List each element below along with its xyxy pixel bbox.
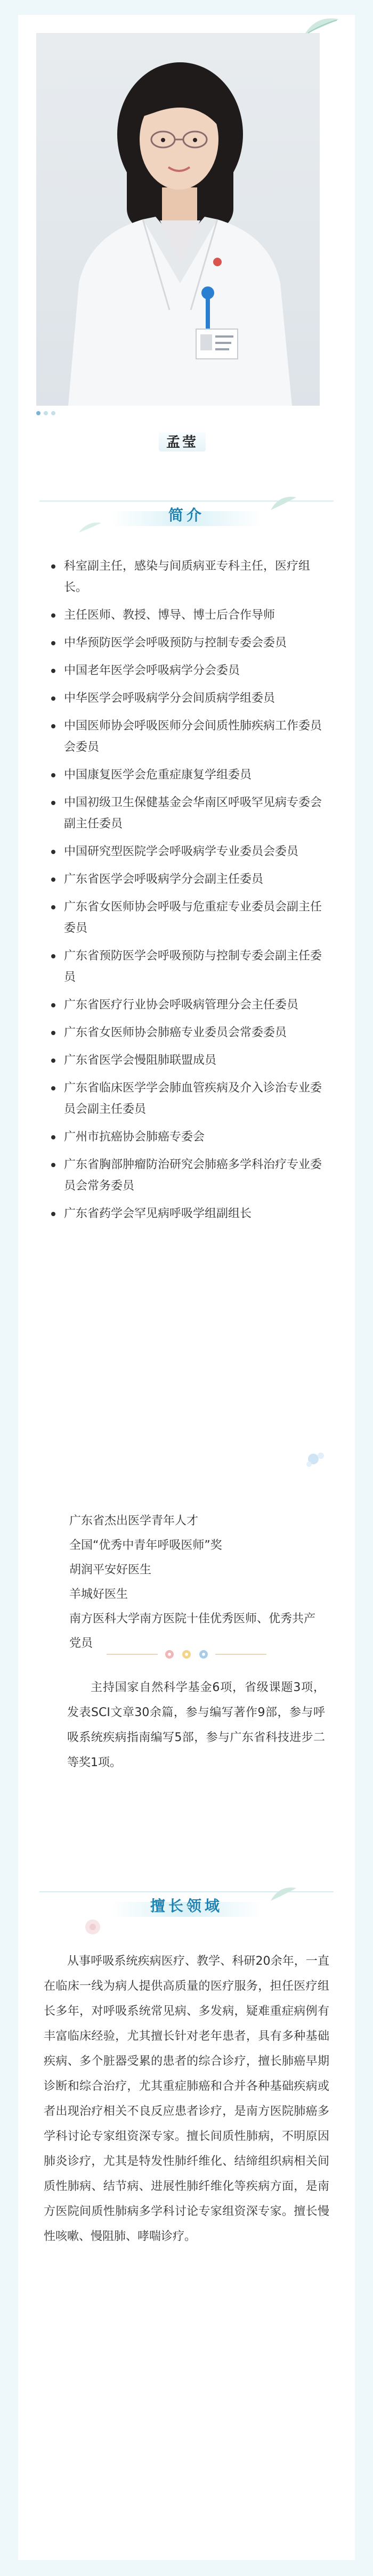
intro-list [49, 556, 326, 1231]
intro-item: 广东省药学会罕见病呼吸学组副组长 [49, 1203, 326, 1225]
flower-decoration-icon [297, 1448, 335, 1470]
section-title-text: 简介 [168, 506, 205, 524]
doctor-name-block [151, 432, 213, 457]
honor-item: 广东省杰出医学青年人才 [69, 1514, 199, 1528]
intro-item: 广东省预防医学会呼吸预防与控制专委会副主任委员 [49, 946, 326, 988]
honor-item: 胡润平安好医生 [69, 1563, 152, 1577]
flower-decoration-icon [77, 1914, 109, 1940]
three-flowers-icon [162, 1647, 211, 1661]
doctor-name: 孟莹 [166, 434, 198, 450]
portrait-illustration [36, 33, 320, 406]
section-title-intro [112, 501, 261, 526]
intro-item: 广东省医学会呼吸病学分会副主任委员 [49, 869, 326, 890]
intro-item: 广东省女医师协会呼吸与危重症专业委员会副主任委员 [49, 897, 326, 939]
intro-item: 广东省医疗行业协会呼吸病管理分会主任委员 [49, 995, 326, 1016]
expertise-paragraph: 从事呼吸系统疾病医疗、教学、科研20余年，一直在临床一线为病人提供高质量的医疗服务，担任医疗组长多年，对呼吸系统常见病、多发病，疑难重症病例有丰富临床经验，尤其擅长针对老年患者，具有多种基础疾病、多个脏器受累的患者的综合诊疗，擅长肺癌早期诊断和综合治疗，尤其重症肺癌和合并各种基础疾病或者出现治疗相关不良反应患者诊疗，是南方医院肺癌多学科讨论专家组资深专家。擅长间质性肺病，不明原因肺炎诊疗，尤其是特发性肺纤维化、结缔组织病相关间质性肺病、结节病、进展性肺纤维化等疾病方面，是南方医院间质性肺病多学科讨论专家组资深专家。擅长慢性咳嗽、慢阻肺、哮喘诊疗。 [44, 1955, 329, 2243]
doctor-portrait-photo [36, 33, 320, 406]
carousel-dot [44, 411, 48, 415]
intro-item: 中国康复医学会危重症康复学组委员 [49, 765, 326, 786]
leaf-decoration-icon [77, 520, 103, 536]
intro-item: 中国研究型医院学会呼吸病学专业委员会委员 [49, 841, 326, 863]
leaf-decoration-icon [301, 15, 343, 38]
section-title-expertise [112, 1891, 261, 1917]
honor-item: 南方医科大学南方医院十佳优秀医师、优秀共产党员 [69, 1612, 316, 1650]
intro-item: 中国老年医学会呼吸病学分会委员 [49, 660, 326, 682]
intro-item: 广东省医学会慢阻肺联盟成员 [49, 1050, 326, 1071]
carousel-dot-active [36, 411, 40, 415]
intro-item: 中华预防医学会呼吸预防与控制专委会委员 [49, 633, 326, 654]
research-paragraph: 主持国家自然科学基金6项，省级课题3项，发表SCI文章30余篇，参与编写著作9部，参与呼吸系统疾病指南编写5部，参与广东省科技进步二等奖1项。 [67, 1681, 325, 1769]
intro-item: 广东省女医师协会肺癌专业委员会常委委员 [49, 1022, 326, 1044]
flower-divider [107, 1646, 266, 1662]
intro-item: 广东省临床医学学会肺血管疾病及介入诊治专业委员会副主任委员 [49, 1078, 326, 1120]
carousel-dots [36, 411, 55, 415]
intro-item: 科室副主任，感染与间质病亚专科主任，医疗组长。 [49, 556, 326, 598]
intro-item: 中华医学会呼吸病学分会间质病学组委员 [49, 688, 326, 709]
intro-item: 中国初级卫生保健基金会华南区呼吸罕见病专委会副主任委员 [49, 792, 326, 835]
section-title-text: 擅长领域 [150, 1897, 223, 1915]
intro-item: 广东省胸部肿瘤防治研究会肺癌多学科治疗专业委员会常务委员 [49, 1154, 326, 1197]
intro-item: 中国医师协会呼吸医师分会间质性肺疾病工作委员会委员 [49, 716, 326, 758]
honors-list [69, 1509, 325, 1656]
honor-item: 羊城好医生 [69, 1588, 128, 1601]
honor-item: 全国“优秀中青年呼吸医师”奖 [69, 1539, 222, 1552]
article-card [18, 15, 355, 2560]
carousel-dot [51, 411, 55, 415]
intro-item: 广州市抗癌协会肺癌专委会 [49, 1127, 326, 1148]
leaf-decoration-icon [269, 1885, 298, 1904]
leaf-decoration-icon [269, 494, 298, 513]
intro-item: 主任医师、教授、博导、博士后合作导师 [49, 605, 326, 626]
